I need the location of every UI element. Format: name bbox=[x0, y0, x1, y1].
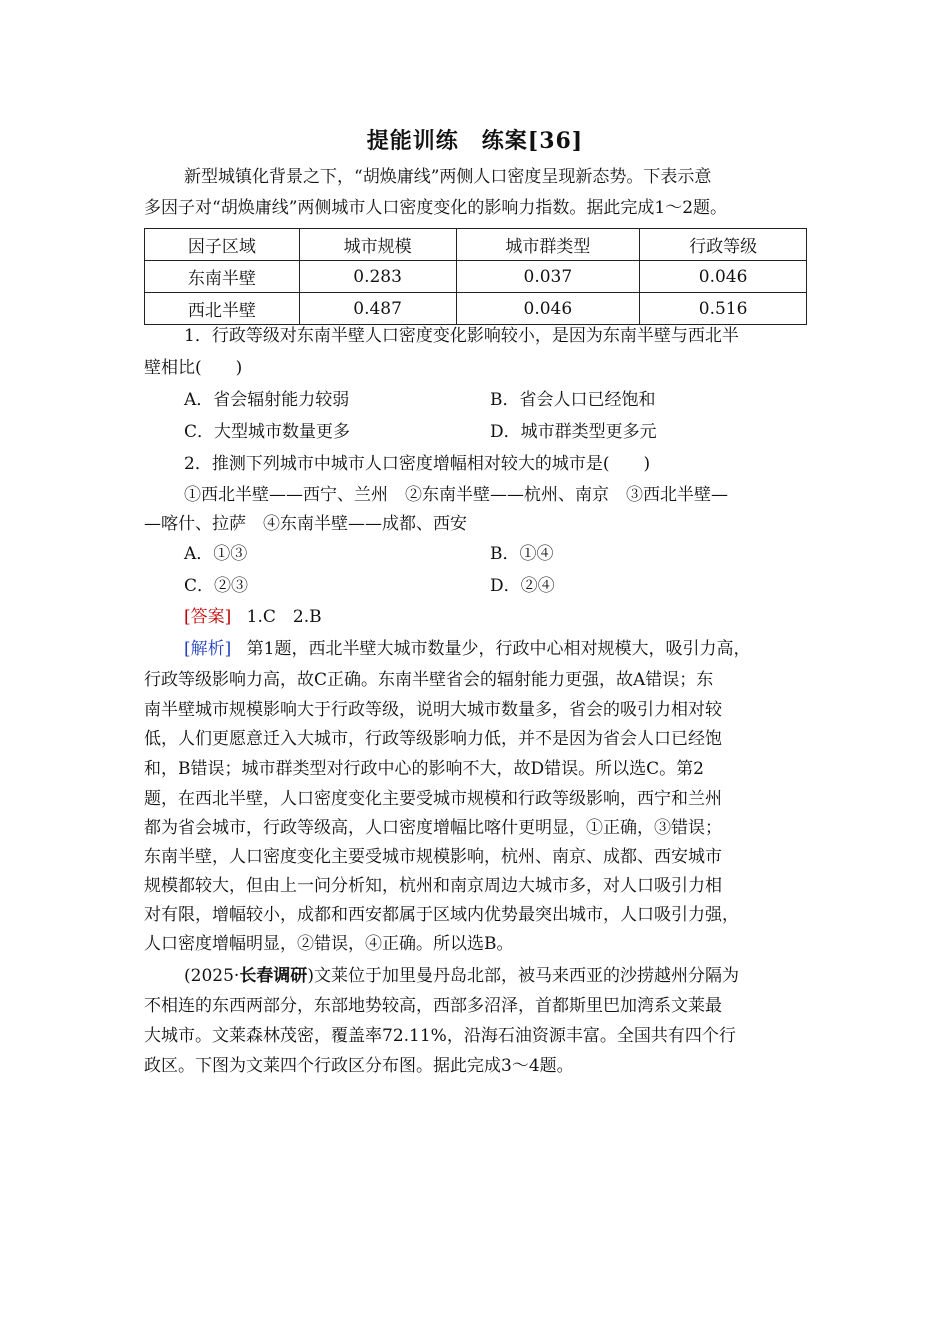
analysis-line: 人口密度增幅明显，②错误，④正确。所以选B。 bbox=[144, 934, 514, 954]
table-header-cell: 因子区域 bbox=[145, 229, 300, 261]
table-header-cell: 城市规模 bbox=[299, 229, 456, 261]
answer-line bbox=[184, 607, 322, 627]
passage-source-close: ) bbox=[307, 966, 314, 986]
passage-2-text: 文莱位于加里曼丹岛北部，被马来西亚的沙捞越州分隔为 bbox=[313, 966, 739, 986]
analysis-line: 东南半壁，人口密度变化主要受城市规模影响，杭州、南京、成都、西安城市 bbox=[144, 847, 722, 867]
q1-option-b: B．省会人口已经饱和 bbox=[490, 390, 656, 410]
q1-option-d: D．城市群类型更多元 bbox=[490, 422, 657, 442]
table-row bbox=[145, 261, 807, 293]
table-cell: 0.487 bbox=[299, 293, 456, 325]
analysis-label: [解析] bbox=[184, 639, 232, 659]
passage-2-line: 政区。下图为文莱四个行政区分布图。据此完成3～4题。 bbox=[144, 1056, 574, 1076]
analysis-line: 行政等级影响力高，故C正确。东南半壁省会的辐射能力更强，故A错误；东 bbox=[144, 670, 714, 690]
analysis-line: 低，人们更愿意迁入大城市，行政等级影响力低，并不是因为省会人口已经饱 bbox=[144, 729, 722, 749]
passage-source-name: 长春调研 bbox=[239, 966, 308, 986]
question-2-items: ①西北半壁——西宁、兰州 ②东南半壁——杭州、南京 ③西北半壁— bbox=[184, 485, 728, 505]
analysis-first-line bbox=[184, 639, 751, 659]
answer-text: 1.C 2.B bbox=[246, 607, 322, 627]
table-header-cell: 城市群类型 bbox=[456, 229, 640, 261]
table-cell: 东南半壁 bbox=[145, 261, 300, 293]
analysis-line: 和，B错误；城市群类型对行政中心的影响不大，故D错误。所以选C。第2 bbox=[144, 759, 704, 779]
question-2-items-cont: —喀什、拉萨 ④东南半壁——成都、西安 bbox=[144, 514, 467, 534]
question-1-stem-cont: 壁相比( ) bbox=[144, 358, 243, 378]
table-cell: 0.046 bbox=[640, 261, 807, 293]
analysis-line: 对有限，增幅较小，成都和西安都属于区域内优势最突出城市，人口吸引力强， bbox=[144, 905, 739, 925]
table-cell: 0.046 bbox=[456, 293, 640, 325]
q1-option-c: C．大型城市数量更多 bbox=[184, 422, 351, 442]
answer-label: [答案] bbox=[184, 607, 232, 627]
table-cell: 0.516 bbox=[640, 293, 807, 325]
q1-option-a: A．省会辐射能力较弱 bbox=[184, 390, 350, 410]
passage-2-line: 不相连的东西两部分，东部地势较高，西部多沼泽，首都斯里巴加湾系文莱最 bbox=[144, 996, 722, 1016]
intro-line-2: 多因子对“胡焕庸线”两侧城市人口密度变化的影响力指数。据此完成1～2题。 bbox=[144, 198, 728, 218]
table-header-row bbox=[145, 229, 807, 261]
intro-line-1: 新型城镇化背景之下，“胡焕庸线”两侧人口密度呈现新态势。下表示意 bbox=[184, 167, 712, 187]
analysis-text: 第1题，西北半壁大城市数量少，行政中心相对规模大，吸引力高， bbox=[246, 639, 751, 659]
q2-option-c: C．②③ bbox=[184, 576, 249, 596]
q2-option-d: D．②④ bbox=[490, 576, 555, 596]
passage-2-first-line bbox=[184, 966, 739, 986]
analysis-line: 南半壁城市规模影响大于行政等级，说明大城市数量多，省会的吸引力相对较 bbox=[144, 700, 722, 720]
table-cell: 0.283 bbox=[299, 261, 456, 293]
q2-option-a: A．①③ bbox=[184, 544, 248, 564]
question-2-stem: 2．推测下列城市中城市人口密度增幅相对较大的城市是( ) bbox=[184, 454, 651, 474]
analysis-line: 题，在西北半壁，人口密度变化主要受城市规模和行政等级影响，西宁和兰州 bbox=[144, 789, 722, 809]
table-cell: 西北半壁 bbox=[145, 293, 300, 325]
page-title: 提能训练 练案[36] bbox=[366, 128, 584, 154]
influence-index-table bbox=[144, 228, 807, 325]
analysis-line: 规模都较大，但由上一问分析知，杭州和南京周边大城市多，对人口吸引力相 bbox=[144, 876, 722, 896]
analysis-line: 都为省会城市，行政等级高，人口密度增幅比喀什更明显，①正确，③错误； bbox=[144, 818, 722, 838]
question-1-stem: 1．行政等级对东南半壁人口密度变化影响较小，是因为东南半壁与西北半 bbox=[184, 326, 739, 346]
table-header-cell: 行政等级 bbox=[640, 229, 807, 261]
table-cell: 0.037 bbox=[456, 261, 640, 293]
passage-2-line: 大城市。文莱森林茂密，覆盖率72.11%，沿海石油资源丰富。全国共有四个行 bbox=[144, 1026, 736, 1046]
table-row bbox=[145, 293, 807, 325]
passage-source-open: (2025· bbox=[184, 966, 240, 986]
q2-option-b: B．①④ bbox=[490, 544, 554, 564]
